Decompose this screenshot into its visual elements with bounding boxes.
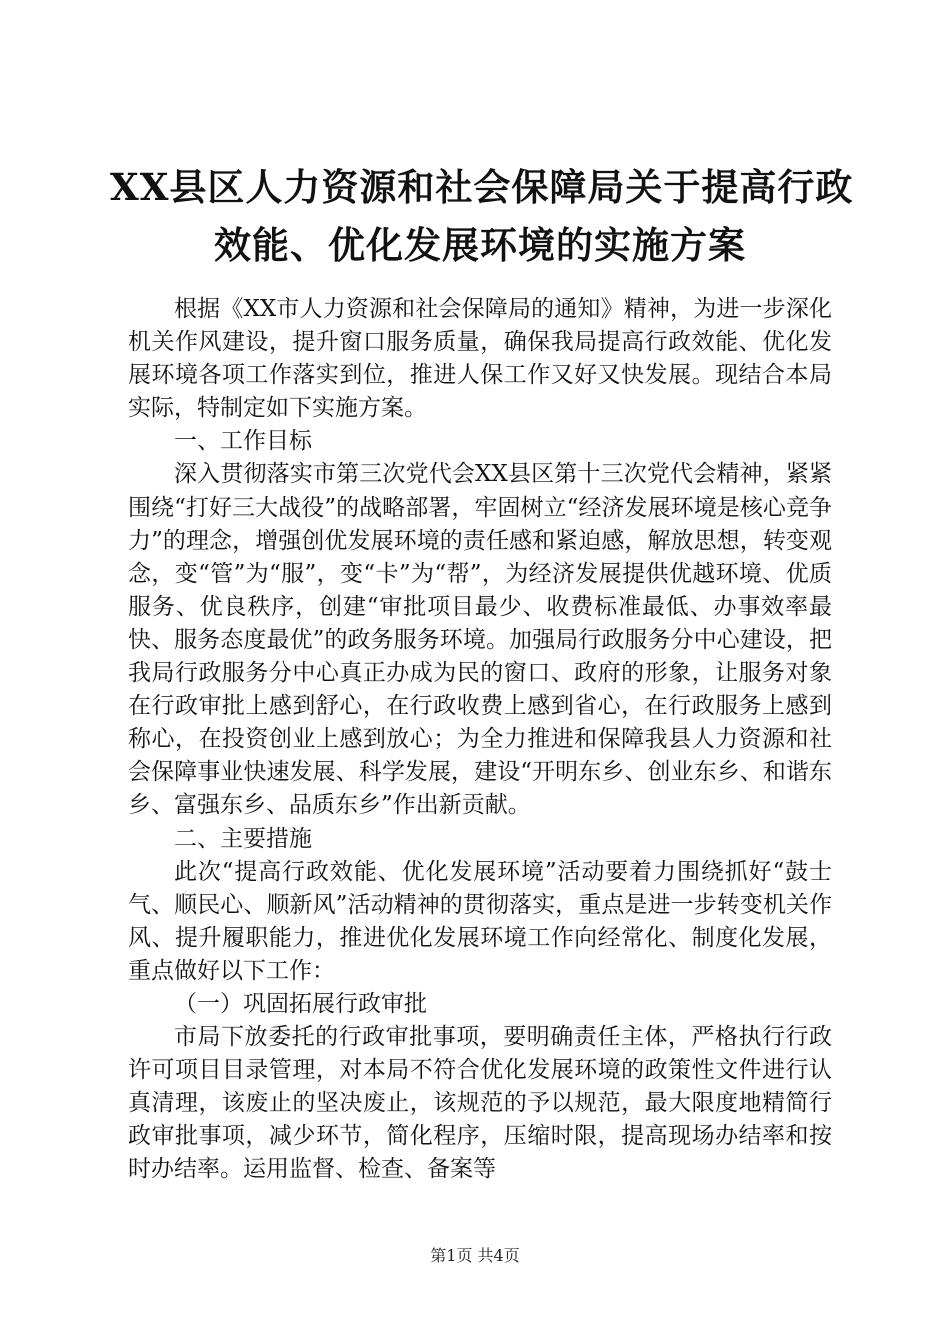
section-heading-measures: 二、主要措施 (174, 825, 312, 852)
title-line-2: 效能、优化发展环境的实施方案 (214, 223, 746, 267)
intro-paragraph: 根据《XX市人力资源和社会保障局的通知》精神，为进一步深化机关作风建设，提升窗口服务质量，确保我局提高行政效能、优化发展环境各项工作落实到位，推进人保工作又好又快发展。现结合本局实际，特制定如下实施方案。 (128, 296, 832, 422)
page-footer: 第1页 共4页 (430, 1246, 520, 1265)
subsection-heading-approval: （一）巩固拓展行政审批 (174, 990, 427, 1017)
document-body (128, 293, 832, 1187)
title-line-1: XX县区人力资源和社会保障局关于提高行政 (110, 165, 854, 209)
document-title (110, 158, 854, 274)
section-heading-goals: 一、工作目标 (174, 428, 312, 455)
goals-paragraph: 深入贯彻落实市第三次党代会XX县区第十三次党代会精神，紧紧围绕“打好三大战役”的战略部署，牢固树立“经济发展环境是核心竞争力”的理念，增强创优发展环境的责任感和紧迫感，解放思想，转变观念，变“管”为“服”，变“卡”为“帮”，为经济发展提供优越环境、优质服务、优良秩序，创建“审批项目最少、收费标准最低、办事效率最快、服务态度最优”的政务服务环境。加强局行政服务分中心建设，把我局行政服务分中心真正办成为民的窗口、政府的形象，让服务对象在行政审批上感到舒心，在行政收费上感到省心，在行政服务上感到称心，在投资创业上感到放心；为全力推进和保障我县人力资源和社会保障事业快速发展、科学发展，建设“开明东乡、创业东乡、和谐东乡、富强东乡、品质东乡”作出新贡献。 (128, 461, 832, 819)
measures-paragraph: 此次“提高行政效能、优化发展环境”活动要着力围绕抓好“鼓士气、顺民心、顺新风”活动精神的贯彻落实，重点是进一步转变机关作风、提升履职能力，推进优化发展环境工作向经常化、制度化发展，重点做好以下工作： (128, 858, 832, 984)
approval-paragraph: 市局下放委托的行政审批事项，要明确责任主体，严格执行行政许可项目目录管理，对本局不符合优化发展环境的政策性文件进行认真清理，该废止的坚决废止，该规范的予以规范，最大限度地精简行政审批事项，减少环节，简化程序，压缩时限，提高现场办结率和按时办结率。运用监督、检查、备案等 (128, 1024, 832, 1183)
